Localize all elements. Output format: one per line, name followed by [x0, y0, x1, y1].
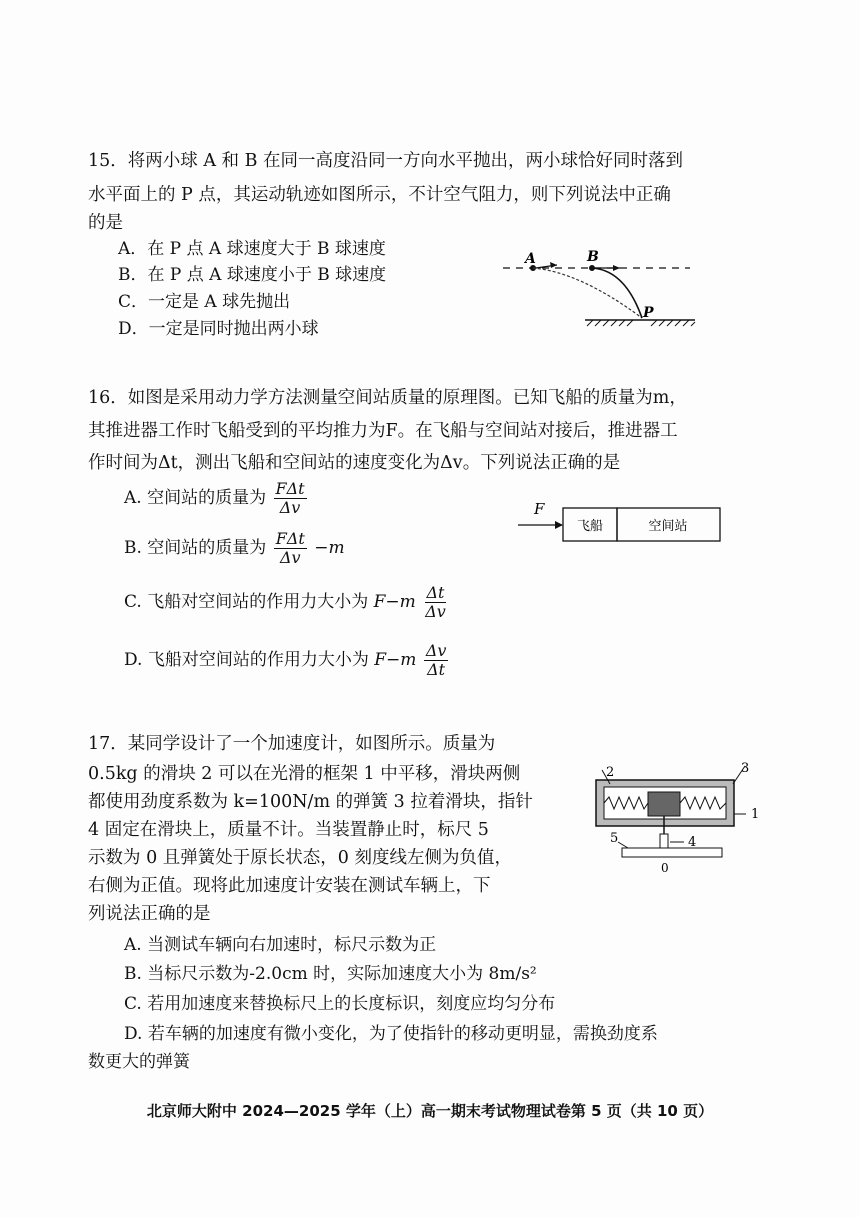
fraction-numerator: FΔt [275, 479, 305, 498]
q17-stem-line-4: 4 固定在滑块上，质量不计。当装置静止时，标尺 5 [88, 820, 489, 840]
fraction-numerator: Δt [426, 583, 445, 602]
fraction-numerator: FΔt [275, 529, 305, 548]
q15-option-c: C．一定是 A 球先抛出 [118, 292, 291, 312]
q17-stem-line-6: 右侧为正值。现将此加速度计安装在测试车辆上，下 [88, 876, 491, 896]
scale-5 [622, 848, 722, 857]
q17-accelerometer-figure [588, 756, 768, 878]
q15-stem-line-2: 水平面上的 P 点，其运动轨迹如图所示，不计空气阻力，则下列说法中正确 [88, 185, 671, 205]
fraction-numerator: Δv [425, 641, 447, 660]
q16-option-b-fraction [274, 530, 307, 567]
q17-stem-line-2: 0.5kg 的滑块 2 可以在光滑的框架 1 中平移，滑块两侧 [88, 764, 521, 784]
label-5: 5 [610, 831, 619, 846]
q16-option-d-fraction [424, 642, 449, 679]
label-a: A [525, 251, 536, 267]
minus-m: −m [314, 538, 345, 558]
q16-option-d [124, 642, 450, 679]
label-1: 1 [751, 807, 760, 822]
page-footer: 北京师大附中 2024—2025 学年（上）高一期末考试物理试卷第 5 页（共 10 页） [146, 1102, 714, 1120]
q16-option-a [124, 480, 309, 517]
f-minus-m: F−m [373, 592, 416, 612]
fraction-denominator: Δt [427, 660, 446, 679]
q16-option-b [124, 530, 345, 567]
q15-option-d: D．一定是同时抛出两小球 [118, 319, 319, 339]
label-3: 3 [741, 761, 750, 776]
q17-stem-line-5: 示数为 0 且弹簧处于原长状态，0 刻度线左侧为负值， [88, 848, 512, 868]
label-0: 0 [661, 861, 669, 875]
q17-option-a: A. 当测试车辆向右加速时，标尺示数为正 [124, 935, 437, 955]
label-4: 4 [688, 835, 697, 850]
q16-option-c-fraction [423, 584, 448, 621]
q16-option-d-text: D. 飞船对空间站的作用力大小为 [124, 650, 369, 670]
label-b: B [587, 249, 599, 265]
q17-option-d: D. 若车辆的加速度有微小变化，为了使指针的移动更明显，需换劲度系 [124, 1024, 658, 1044]
q17-stem-line-1: 17．某同学设计了一个加速度计，如图所示。质量为 [88, 734, 496, 754]
q16-option-b-text: B. 空间站的质量为 [124, 538, 267, 558]
q15-option-b: B．在 P 点 A 球速度小于 B 球速度 [118, 265, 387, 285]
q15-projectile-figure [495, 240, 705, 335]
fraction-denominator: Δv [279, 498, 301, 517]
force-label: F [534, 500, 545, 518]
station-label: 空间站 [648, 519, 688, 534]
q17-option-d-continued: 数更大的弹簧 [88, 1052, 190, 1072]
q17-option-c: C. 若用加速度来替换标尺上的长度标识，刻度应均匀分布 [124, 994, 556, 1014]
label-p: P [643, 305, 654, 321]
q15-option-a: A．在 P 点 A 球速度大于 B 球速度 [118, 239, 386, 259]
q16-option-c-text: C. 飞船对空间站的作用力大小为 [124, 592, 369, 612]
q16-option-c [124, 584, 450, 621]
fraction-denominator: Δv [425, 602, 446, 621]
slider-2 [648, 792, 680, 816]
q16-stem-line-2: 其推进器工作时飞船受到的平均推力为F。在飞船与空间站对接后，推进器工 [88, 421, 678, 441]
q16-stem-line-3: 作时间为Δt，测出飞船和空间站的速度变化为Δv。下列说法正确的是 [88, 453, 621, 473]
trajectory-b [592, 268, 642, 318]
q16-option-a-fraction [274, 480, 307, 517]
q16-option-a-text: A. 空间站的质量为 [124, 488, 267, 508]
q17-stem-line-7: 列说法正确的是 [88, 904, 211, 924]
ship-label: 飞船 [576, 519, 604, 534]
fraction-denominator: Δv [279, 548, 301, 567]
q15-stem-line-1: 15．将两小球 A 和 B 在同一高度沿同一方向水平抛出，两小球恰好同时落到 [88, 151, 684, 171]
q16-stem-line-1: 16．如图是采用动力学方法测量空间站质量的原理图。已知飞船的质量为m， [88, 388, 687, 408]
q17-option-b: B. 当标尺示数为-2.0cm 时，实际加速度大小为 8m/s² [124, 964, 537, 984]
f-minus-m: F−m [374, 650, 417, 670]
label-2: 2 [606, 765, 615, 780]
q17-stem-line-3: 都使用劲度系数为 k=100N/m 的弹簧 3 拉着滑块，指针 [88, 792, 533, 812]
trajectory-a [533, 268, 642, 318]
q16-docking-figure [510, 495, 725, 547]
q15-stem-line-3: 的是 [88, 213, 123, 233]
